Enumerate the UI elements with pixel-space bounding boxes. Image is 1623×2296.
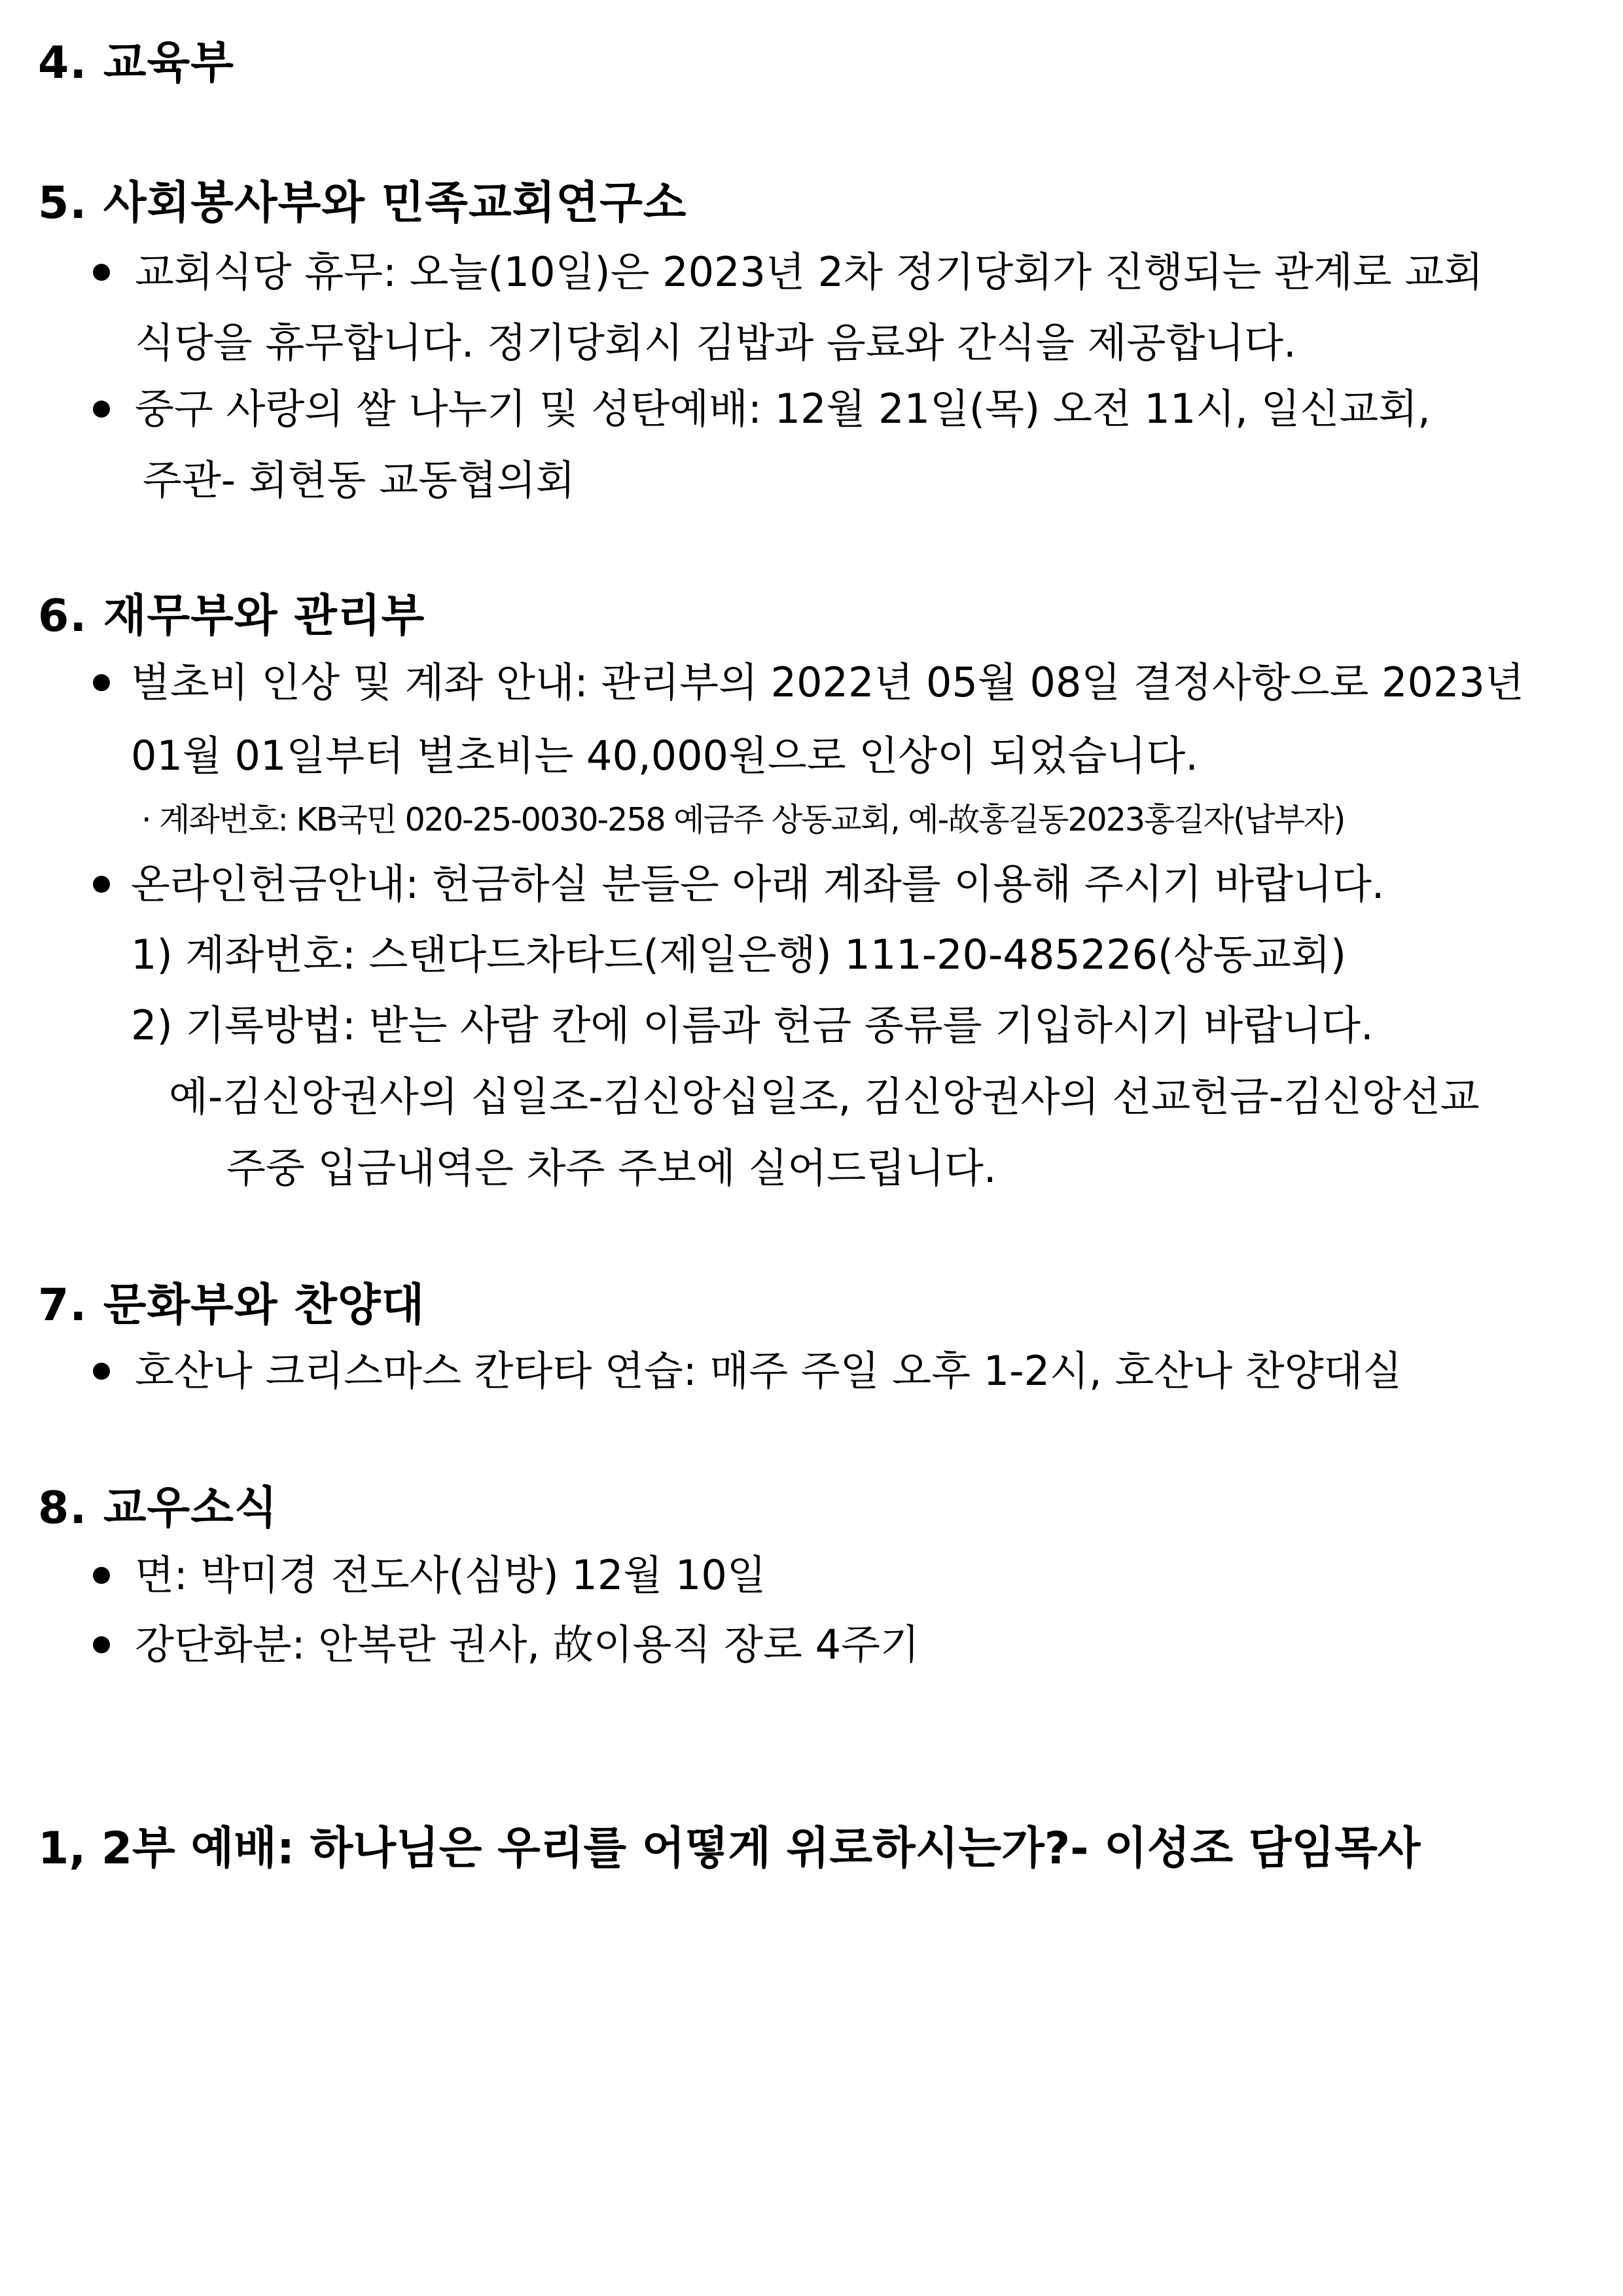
list-item-line: 주관- 회현동 교동협의회 bbox=[143, 456, 575, 504]
list-item-line: 벌초비 인상 및 계좌 안내: 관리부의 2022년 05월 08일 결정사항으로 2023년 bbox=[131, 658, 1524, 706]
list-item-line: 호산나 크리스마스 칸타타 연습: 매주 주일 오후 1-2시, 호산나 찬양대실 bbox=[135, 1347, 1402, 1395]
list-item-line: 면: 박미경 전도사(심방) 12월 10일 bbox=[135, 1551, 766, 1599]
section-heading-education: 4. 교육부 bbox=[38, 37, 234, 89]
list-item-line: 식당을 휴무합니다. 정기당회시 김밥과 음료와 간식을 제공합니다. bbox=[135, 319, 1296, 367]
list-item-line: 온라인헌금안내: 헌금하실 분들은 아래 계좌를 이용해 주시기 바랍니다. bbox=[131, 860, 1385, 908]
bullet-icon bbox=[93, 1636, 110, 1653]
section-heading-culture: 7. 문화부와 찬양대 bbox=[38, 1280, 425, 1331]
list-item-line: 1) 계좌번호: 스탠다드차타드(제일은행) 111-20-485226(상동교회) bbox=[131, 931, 1347, 978]
bullet-icon bbox=[93, 401, 110, 418]
list-item-line: 01월 01일부터 벌초비는 40,000원으로 인상이 되었습니다. bbox=[131, 732, 1198, 780]
bullet-icon bbox=[93, 264, 110, 281]
sermon-title: 1, 2부 예배: 하나님은 우리를 어떻게 위로하시는가?- 이성조 담임목사 bbox=[38, 1823, 1421, 1874]
bullet-icon bbox=[93, 1567, 110, 1584]
account-info-line: · 계좌번호: KB국민 020-25-0030-258 예금주 상동교회, 예-故홍길동2023홍길자(납부자) bbox=[141, 801, 1345, 838]
list-item-line: 중구 사랑의 쌀 나누기 및 성탄예배: 12월 21일(목) 오전 11시, 일신교회, bbox=[135, 385, 1431, 433]
list-item-line: 예-김신앙권사의 십일조-김신앙십일조, 김신앙권사의 선교헌금-김신앙선교 bbox=[169, 1073, 1480, 1121]
section-heading-social-service: 5. 사회봉사부와 민족교회연구소 bbox=[38, 177, 687, 229]
section-heading-finance: 6. 재무부와 관리부 bbox=[38, 590, 425, 642]
list-item-line: 교회식당 휴무: 오늘(10일)은 2023년 2차 정기당회가 진행되는 관계로 교회 bbox=[135, 248, 1484, 296]
list-item-line: 강단화분: 안복란 권사, 故이용직 장로 4주기 bbox=[135, 1621, 919, 1668]
bullet-icon bbox=[93, 1363, 110, 1380]
list-item-line: 주중 입금내역은 차주 주보에 실어드립니다. bbox=[226, 1144, 997, 1192]
section-heading-member-news: 8. 교우소식 bbox=[38, 1482, 278, 1534]
list-item-line: 2) 기록방법: 받는 사람 칸에 이름과 헌금 종류를 기입하시기 바랍니다. bbox=[131, 1001, 1374, 1049]
bullet-icon bbox=[93, 876, 110, 893]
bullet-icon bbox=[93, 674, 110, 691]
